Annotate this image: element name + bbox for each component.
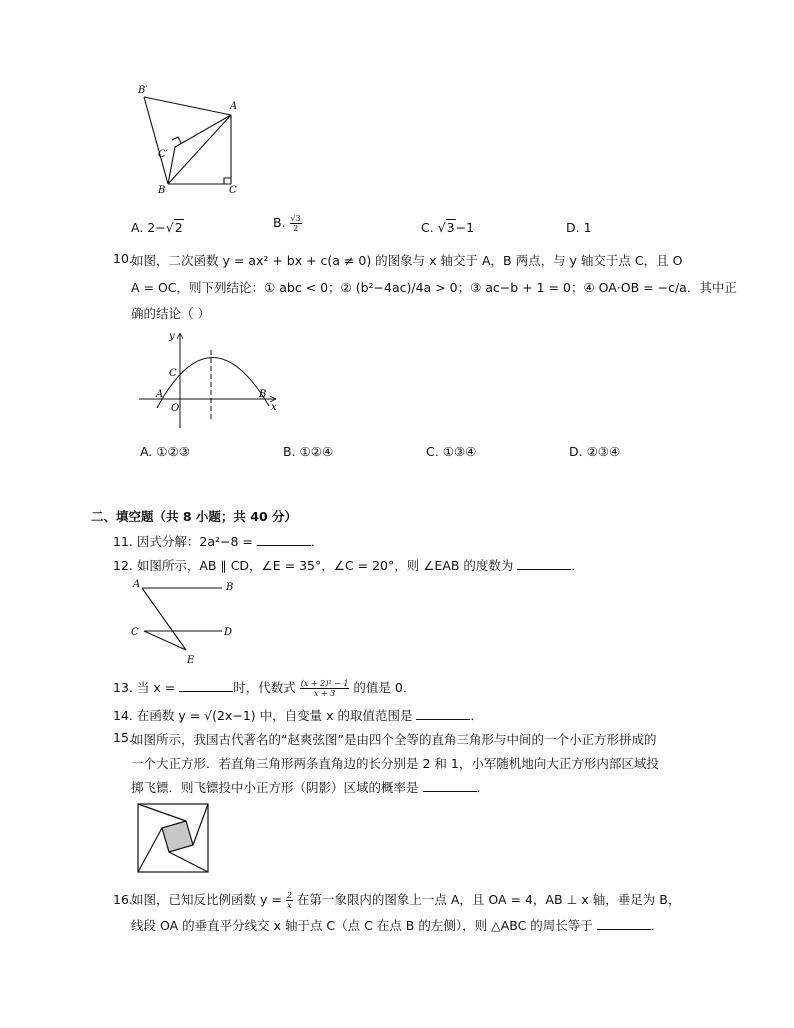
q14-number: 14. (113, 708, 133, 723)
label-c: C (229, 185, 237, 196)
q13-number: 13. (113, 680, 133, 695)
label-o: O (171, 403, 180, 414)
q16-number: 16. (113, 892, 133, 907)
option-text: ①②③ (156, 444, 190, 459)
label-c: C (131, 627, 139, 638)
q10-line3: 确的结论（ ） (131, 306, 210, 321)
q12-text: 如图所示，AB ∥ CD，∠E = 35°，∠C = 20°，则 ∠EAB 的度数为 (136, 558, 514, 573)
q16-frac-numerator: 2 (286, 891, 292, 900)
q16-line1-post: 在第一象限内的图象上一点 A，且 OA = 4，AB ⊥ x 轴，垂足为 B， (296, 892, 681, 907)
triangle-leg-3 (169, 852, 208, 872)
q15-line1: 如图所示，我国古代著名的“赵爽弦图”是由四个全等的直角三角形与中间的一个小正方形拼成的 (131, 732, 657, 747)
segment-a-b (168, 115, 231, 184)
label-x: x (271, 402, 277, 413)
q10-number: 10. (113, 251, 133, 266)
option-letter: B. (273, 215, 286, 230)
q13-expression (300, 679, 350, 698)
label-b: B (158, 185, 166, 196)
q13-expr-denominator: x + 3 (313, 689, 336, 698)
label-a: A (230, 101, 238, 112)
q13-pre: 当 x = (136, 680, 176, 695)
q13-post: 的值是 0． (353, 680, 416, 695)
q16-line2 (131, 916, 663, 934)
option-letter: B. (283, 444, 296, 459)
q16-answer-blank[interactable] (597, 916, 651, 930)
q11-answer-blank[interactable] (257, 532, 311, 546)
right-angle-mark-cprime (172, 137, 181, 143)
q12-end: ． (571, 558, 584, 573)
inner-square-shaded (162, 821, 193, 852)
q14-text: 在函数 y = √(2x−1) 中，自变量 x 的取值范围是 (136, 708, 413, 723)
q9-option-c[interactable]: C. √3−1 (421, 220, 475, 235)
q13-answer-blank[interactable] (179, 678, 233, 692)
q16-end: ． (650, 918, 664, 933)
q16-fraction (286, 891, 293, 910)
q11-end: ． (310, 534, 324, 549)
segment-bprime-a (144, 97, 231, 115)
option-letter: C. (426, 444, 439, 459)
q15-end: ． (476, 780, 490, 795)
q14-end: ． (470, 708, 483, 723)
q10-option-c[interactable] (426, 444, 476, 459)
option-text: 1 (583, 220, 592, 235)
triangle-leg-4 (138, 828, 162, 872)
label-y: y (169, 331, 175, 342)
q15-line3-text: 掷飞镖．则飞镖投中小正方形（阴影）区域的概率是 (131, 780, 419, 795)
q13-mid: 时，代数式 (233, 680, 296, 695)
q14 (113, 706, 483, 724)
q13-expr-numerator: (x + 2)² − 1 (300, 679, 349, 688)
q10-parabola-figure (135, 328, 285, 428)
label-a: A (156, 389, 164, 400)
q9-option-d[interactable] (566, 220, 592, 235)
zhao-shuang-diagram (136, 802, 216, 874)
option-letter: D. (569, 444, 583, 459)
q9-figure (130, 85, 250, 200)
parabola-curve (157, 357, 269, 408)
q10-line1: 如图，二次函数 y = ax² + bx + c(a ≠ 0) 的图象与 x 轴交于 A，B 两点，与 y 轴交于点 C，且 O (131, 253, 683, 268)
q14-answer-blank[interactable] (416, 706, 470, 720)
q10-option-d[interactable] (569, 444, 620, 459)
right-angle-mark-c (224, 178, 231, 184)
segment-b-cprime (168, 147, 175, 184)
segment-ae (142, 588, 186, 650)
triangle-leg-1 (138, 804, 186, 821)
label-bprime: B′ (138, 85, 148, 96)
segment-bprime-b (144, 97, 168, 184)
q10-line2: A = OC，则下列结论：① abc < 0；② (b²−4ac)/4a > 0；③ ac−b + 1 = 0；④ OA·OB = −c/a．其中正 (131, 280, 737, 295)
q10-option-b[interactable] (283, 444, 333, 459)
q16-line1-pre: 如图，已知反比例函数 y = (131, 892, 282, 907)
label-b: B (259, 389, 267, 400)
option-letter: C. (421, 220, 434, 235)
triangle-leg-2 (193, 804, 208, 845)
option-letter: A. (140, 444, 153, 459)
segment-a-cprime (175, 115, 231, 147)
q11-number: 11. (113, 534, 133, 549)
option-text: ①③④ (442, 444, 477, 459)
label-cprime: C′ (158, 149, 168, 160)
label-e: E (187, 655, 195, 666)
q12-figure (128, 576, 248, 668)
q10-option-a[interactable] (140, 444, 190, 459)
q13 (113, 678, 415, 698)
q12-number: 12. (113, 558, 133, 573)
label-a: A (133, 579, 141, 590)
q15-answer-blank[interactable] (423, 778, 477, 792)
q12-answer-blank[interactable] (517, 556, 571, 570)
q9-option-a[interactable]: A. 2−√2 (131, 220, 183, 235)
q9-option-b[interactable]: B. $\frac{√3}{2}$ (273, 214, 301, 233)
label-c: C (169, 368, 177, 379)
q11 (113, 532, 323, 550)
q16-line2-text: 线段 OA 的垂直平分线交 x 轴于点 C（点 C 在点 B 的左侧），则 △ABC 的周长等于 (131, 918, 593, 933)
option-letter: D. (566, 220, 580, 235)
option-text: ②③④ (586, 444, 621, 459)
label-d: D (224, 627, 233, 638)
q15-line2: 一个大正方形．若直角三角形两条直角边的长分别是 2 和 1，小军随机地向大正方形内部区域投 (131, 756, 659, 771)
label-b: B (226, 582, 234, 593)
q11-text: 因式分解：2a²−8 = (136, 534, 253, 549)
option-letter: A. (131, 220, 144, 235)
q16-line1 (131, 890, 680, 910)
q16-frac-denominator: x (287, 901, 292, 910)
q15-number: 15. (113, 730, 133, 745)
option-text: ①②④ (299, 444, 334, 459)
q12 (113, 556, 584, 574)
q15-line3 (131, 778, 489, 796)
section-title: 二、填空题（共 8 小题；共 40 分） (91, 509, 298, 524)
